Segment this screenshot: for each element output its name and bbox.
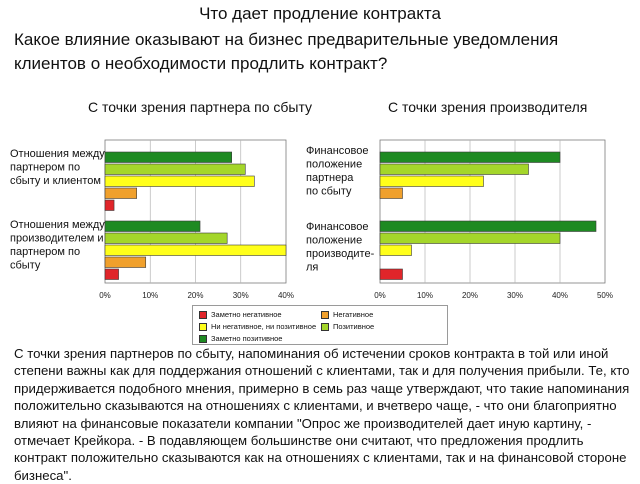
article-paragraph: С точки зрения партнеров по сбыту, напоминания об истечении сроков контракта в той или иной степени важны как для поддержания отношений с клиентами, так и для получения прибыли. Те, кто придерживается подобного мнения, примерно в семь раз чаще утверждают, что такие напоминания положительно сказываются на отношениях с клиентами, и вчетверо чаще, - что они благоприятно влияют на финансовые показатели компании "Опрос же производителей дает иную картину, - отмечает Крейкора. - В подавляющем большинстве они считают, что предложения продлить контракт положительно сказываются как на отношениях с клиентами, так и на финансовой стороне бизнеса".: [14, 346, 630, 483]
legend-item-negative: [321, 310, 373, 319]
legend-swatch: [321, 311, 329, 319]
legend-swatch: [199, 311, 207, 319]
category-label-line: партнера: [306, 172, 354, 184]
category-label-line: сбыту: [10, 259, 41, 272]
category-label-line: сбыту и клиентом: [10, 175, 101, 187]
category-label-line: производите-: [306, 248, 375, 260]
category-label: [306, 221, 375, 274]
legend-swatch: [199, 335, 207, 343]
category-label-line: Отношения между: [10, 148, 105, 160]
legend-item-positive: [321, 322, 374, 331]
x-tick-label: 30%: [232, 291, 249, 300]
category-label-line: производителем и: [10, 232, 104, 245]
legend-item-significantly-positive: [199, 334, 282, 343]
bar-neutral: [380, 176, 484, 187]
x-tick-label: 40%: [277, 291, 295, 300]
x-tick-label: 50%: [596, 291, 614, 300]
category-label-line: партнером по: [10, 161, 81, 174]
category-label-line: партнером по: [10, 246, 81, 258]
legend-label: Позитивное: [333, 322, 375, 331]
x-tick-label: 10%: [142, 291, 159, 300]
legend-label: Заметно позитивное: [211, 334, 283, 343]
legend-swatch: [321, 323, 329, 331]
legend: [192, 305, 448, 345]
bar-significantly-positive: [380, 221, 596, 232]
x-tick-label: 10%: [416, 291, 434, 300]
bar-significantly-positive: [380, 152, 560, 163]
x-tick-label: 0%: [374, 291, 386, 300]
category-label-line: Финансовое: [306, 145, 369, 157]
legend-label: Ни негативное, ни позитивное: [211, 322, 317, 331]
chart-right-title: С точки зрения производителя: [388, 99, 588, 115]
x-tick-label: 40%: [551, 291, 569, 300]
x-tick-label: 20%: [461, 291, 479, 300]
category-label-line: положение: [306, 234, 363, 247]
bar-significantly-negative: [380, 269, 403, 280]
category-label-line: Финансовое: [306, 221, 369, 233]
bar-positive: [380, 164, 529, 175]
legend-item-neutral: [199, 322, 316, 331]
x-tick-label: 30%: [506, 291, 524, 300]
bar-negative: [380, 188, 403, 199]
bar-neutral: [380, 245, 412, 256]
bar-positive: [380, 233, 560, 244]
category-label: [306, 145, 368, 198]
category-label-line: Отношения между: [10, 219, 105, 231]
legend-item-significantly-negative: [199, 310, 282, 319]
page-title: Что дает продление контракта: [199, 4, 441, 23]
page-question: Какое влияние оказывают на бизнес предварительные уведомления клиентов о необходимости продлить контракт?: [14, 30, 559, 73]
category-label-line: по сбыту: [306, 185, 352, 198]
x-tick-label: 20%: [187, 291, 204, 300]
category-label-line: ля: [306, 261, 319, 274]
legend-label: Негативное: [333, 310, 374, 319]
x-tick-label: 0%: [99, 291, 111, 300]
legend-swatch: [199, 323, 207, 331]
category-label-line: положение: [306, 158, 363, 171]
chart-left-title: С точки зрения партнера по сбыту: [88, 99, 313, 115]
legend-label: Заметно негативное: [211, 310, 282, 319]
